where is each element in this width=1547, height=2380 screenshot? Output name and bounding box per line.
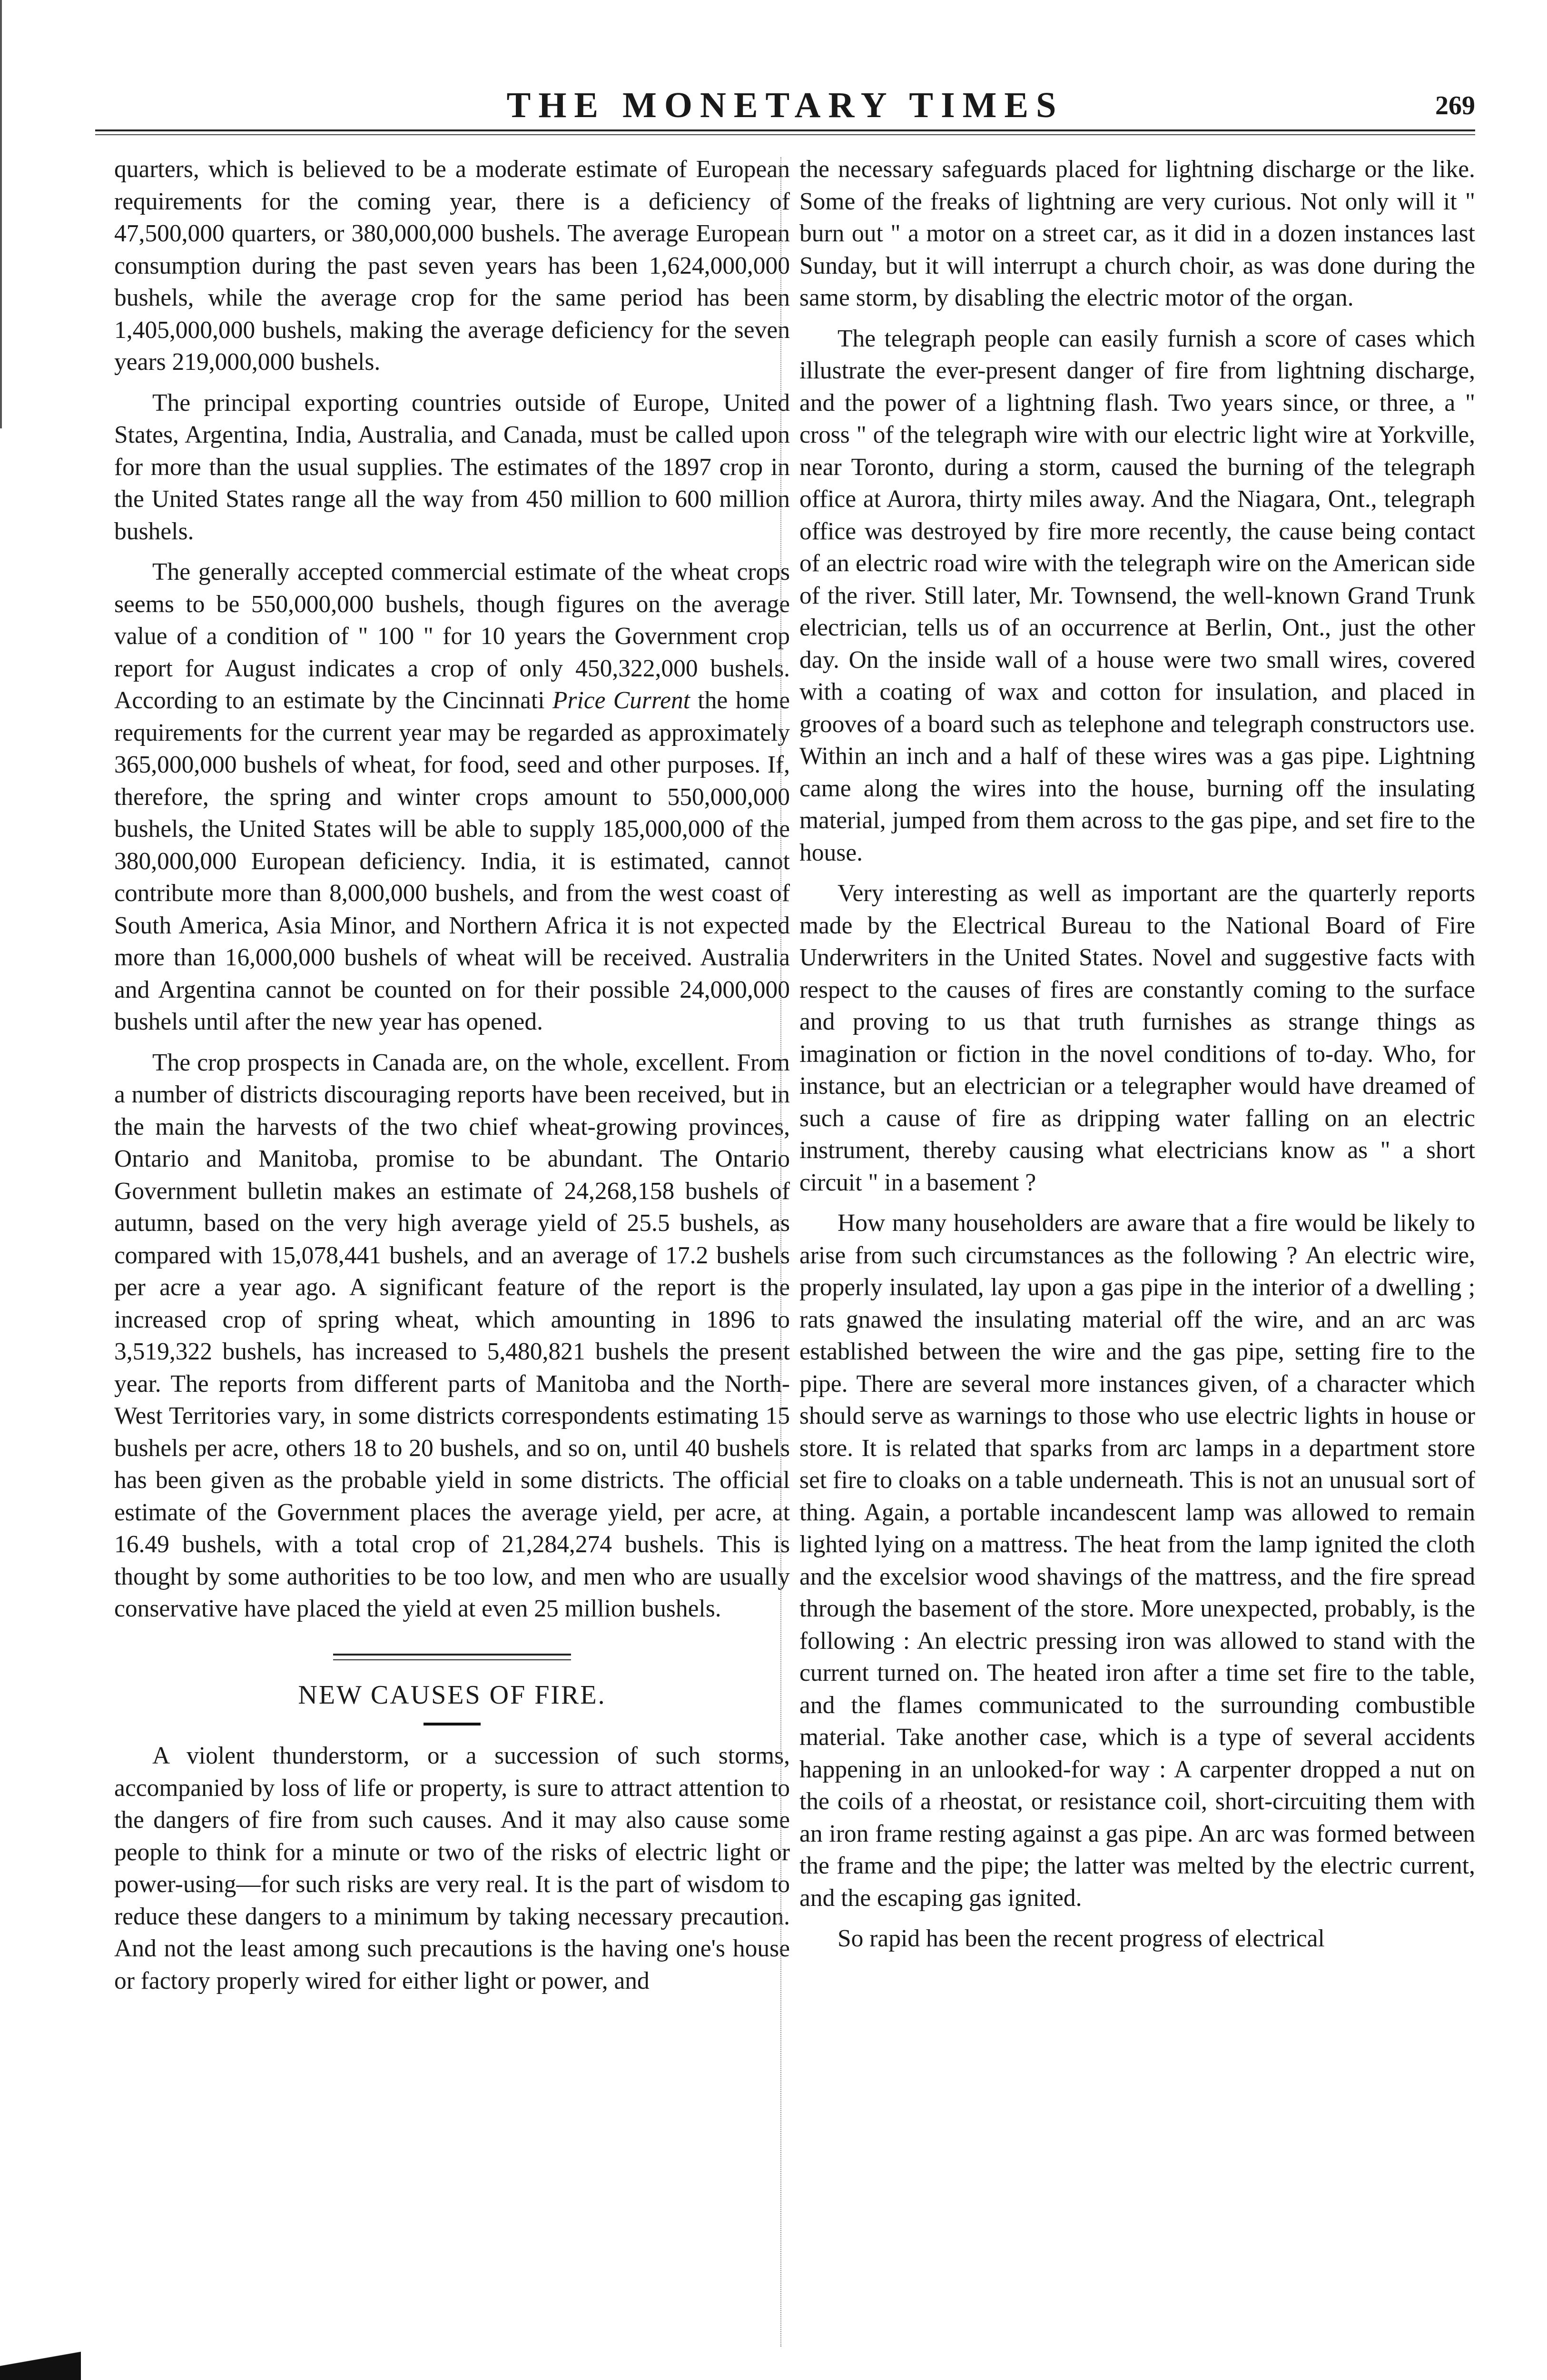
masthead xyxy=(95,76,1475,129)
paragraph: Very interesting as well as important are the quarterly reports made by the Electrical Bureau to the National Board of Fire Underwriters in the United States. Novel and suggestive facts with respect to the causes of fires are constantly coming to the surface and proving to us that truth furnishes as strange things as imagination or fiction in the novel conditions of to-day. Who, for instance, but an electrician or a telegrapher would have dreamed of such a cause of fire as dripping water falling on an electric instrument, thereby causing what electricians know as " a short circuit " in a basement ? xyxy=(799,880,1475,1196)
paragraph: How many householders are aware that a fire would be likely to arise from such circumstances as the following ? An electric wire, properly insulated, lay upon a gas pipe in the interior of a dwelling ; rats gnawed the insulating material off the wire, and an arc was established between the wire and the gas pipe, setting fire to the pipe. There are several more instances given, of a character which should serve as warnings to those who use electric lights in house or store. It is related that sparks from arc lamps in a department store set fire to cloaks on a table underneath. This is not an unusual sort of thing. Again, a portable incandescent lamp was allowed to remain lighted lying on a mattress. The heat from the lamp ignited the cloth and the excelsior wood shavings of the mattress, and the fire spread through the basement of the store. More unexpected, probably, is the following : An electric pressing iron was allowed to stand with the current turned on. The heated iron after a time set fire to the table, and the flames communicated to the surrounding combustible material. Take another case, which is a type of several accidents happening in an unlooked-for way : A carpenter dropped a nut on the coils of a rheostat, or resistance coil, short-circuiting them with an iron frame resting against a gas pipe. An arc was formed between the frame and the pipe; the latter was melted by the electric current, and the escaping gas ignited. xyxy=(799,1210,1475,1912)
header-rule-thin xyxy=(95,134,1475,135)
page-edge-shadow xyxy=(0,0,2,428)
publication-name: Price Current xyxy=(552,687,690,714)
section-header xyxy=(114,1654,790,1726)
paragraph: The telegraph people can easily furnish a score of cases which illustrate the ever-present danger of fire from lightning discharge, and the power of a lightning flash. Two years since, or three, a " cross " of the telegraph wire with our electric light wire at Yorkville, near Toronto, during a storm, caused the burning of the telegraph office at Aurora, thirty miles away. And the Niagara, Ont., telegraph office was destroyed by fire more recently, the cause being contact of an electric road wire with the telegraph wire on the American side of the river. Still later, Mr. Townsend, the well-known Grand Trunk electrician, tells us of an occurrence at Berlin, Ont., just the other day. On the inside wall of a house were two small wires, covered with a coating of wax and cotton for insulation, and placed in grooves of a board such as telephone and telegraph constructors use. Within an inch and a half of these wires was a gas pipe. Lightning came along the wires into the house, burning off the insulating material, jumped from them across to the gas pipe, and set fire to the house. xyxy=(799,325,1475,866)
column-divider xyxy=(780,157,781,2347)
paragraph: The crop prospects in Canada are, on the whole, excellent. From a number of districts discouraging reports have been received, but in the main the harvests of the two chief wheat-growing provinces, Ontario and Manitoba, promise to be abundant. The Ontario Government bulletin makes an estimate of 24,268,158 bushels of autumn, based on the very high average yield of 25.5 bushels, as compared with 15,078,441 bushels, and an average of 17.2 bushels per acre a year ago. A significant feature of the report is the increased crop of spring wheat, which amounting in 1896 to 3,519,322 bushels, has increased to 5,480,821 bushels the present year. The reports from different parts of Manitoba and the North-West Territories vary, in some districts correspondents estimating 15 bushels per acre, others 18 to 20 bushels, and so on, until 40 bushels has been given as the probable yield in some districts. The official estimate of the Government places the average yield, per acre, at 16.49 bushels, with a total crop of 21,284,274 bushels. This is thought by some authorities to be too low, and men who are usually conservative have placed the yield at even 25 million bushels. xyxy=(114,1049,790,1622)
section-rule xyxy=(333,1654,571,1660)
section-dash xyxy=(424,1723,481,1726)
paragraph-text: the home requirements for the current year may be regarded as approximately 365,000,000 bushels of wheat, for food, seed and other purposes. If, therefore, the spring and winter crops amount to 550,000,000 bushels, the United States will be able to supply 185,000,000 of the 380,000,000 European deficiency. India, it is estimated, cannot contribute more than 8,000,000 bushels, and from the west coast of South America, Asia Minor, and Northern Africa it is not expected more than 16,000,000 bushels of wheat will be received. Australia and Argentina cannot be counted on for their possible 24,000,000 bushels until after the new year has opened. xyxy=(114,687,790,1035)
paragraph: quarters, which is believed to be a moderate estimate of European requirements for the coming year, there is a deficiency of 47,500,000 quarters, or 380,000,000 bushels. The average European consumption during the past seven years has been 1,624,000,000 bushels, while the average crop for the same period has been 1,405,000,000 bushels, making the average deficiency for the seven years 219,000,000 bushels. xyxy=(114,156,790,376)
scan-corner-shadow xyxy=(0,2345,81,2380)
paragraph: The principal exporting countries outside of Europe, United States, Argentina, India, Australia, and Canada, must be called upon for more than the usual supplies. The estimates of the 1897 crop in the United States range all the way from 450 million to 600 million bushels. xyxy=(114,389,790,545)
section-heading: NEW CAUSES OF FIRE. xyxy=(298,1680,606,1710)
paragraph: the necessary safeguards placed for lightning discharge or the like. Some of the freaks of lightning are very curious. Not only will it " burn out " a motor on a street car, as it did in a dozen instances last Sunday, but it will interrupt a church choir, as was done during the same storm, by disabling the electric motor of the organ. xyxy=(799,156,1475,311)
paragraph: So rapid has been the recent progress of electrical xyxy=(838,1925,1325,1952)
header-rule xyxy=(95,129,1475,131)
left-column xyxy=(114,153,790,2371)
publication-title: THE MONETARY TIMES xyxy=(506,85,1064,125)
page-number: 269 xyxy=(1435,91,1475,120)
paragraph-text: The generally accepted commercial estimate of the wheat crops seems to be 550,000,000 bushels, though figures on the average value of a condition of " 100 " for 10 years the Government crop report for August indicates a crop of only 450,322,000 bushels. According to an estimate by the Cincinnati xyxy=(114,558,790,714)
paragraph xyxy=(114,556,790,1038)
right-column xyxy=(799,153,1475,2371)
paragraph: A violent thunderstorm, or a succession of such storms, accompanied by loss of life or property, is sure to attract attention to the dangers of fire from such causes. And it may also cause some people to think for a minute or two of the risks of electric light or power-using—for such risks are very real. It is the part of wisdom to reduce these dangers to a minimum by taking necessary precaution. And not the least among such precautions is the having one's house or factory properly wired for either light or power, and xyxy=(114,1742,790,1994)
